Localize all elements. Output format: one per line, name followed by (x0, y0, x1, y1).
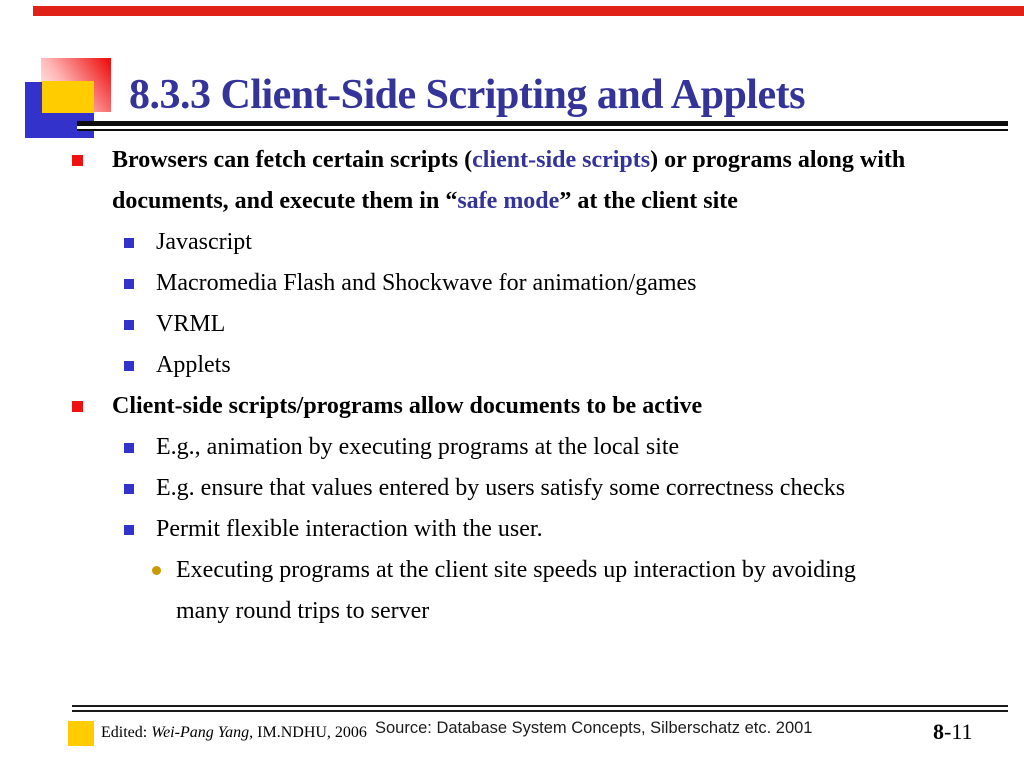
square-bullet-icon (124, 443, 134, 453)
top-red-bar (33, 6, 1024, 16)
bullet-text: E.g. ensure that values entered by users satisfy some correctness checks (156, 475, 846, 501)
square-bullet-icon (124, 238, 134, 248)
bullet-text: Applets (156, 352, 231, 378)
footer-edited-suffix: , IM.NDHU, 2006 (249, 724, 367, 741)
footer-yellow-square (68, 721, 94, 746)
page-number (933, 719, 973, 745)
bullet-list (0, 140, 1024, 632)
page-title: 8.3.3 Client-Side Scripting and Applets (129, 72, 805, 118)
bullet-text: Client-side scripts/programs allow documents to be active (112, 393, 703, 419)
footer-edited-author: Wei-Pang Yang (151, 724, 250, 741)
bullet-text: Macromedia Flash and Shockwave for animation/games (156, 270, 697, 296)
square-bullet-icon (72, 155, 83, 166)
square-bullet-icon (124, 484, 134, 494)
footer-edited-credit (101, 724, 367, 742)
bullet-item-level-2 (0, 222, 1024, 263)
page-number-chapter: 8 (933, 719, 944, 744)
bullet-text: Executing programs at the client site speeds up interaction by avoiding many round trips to server (176, 557, 856, 624)
bullet-text: Browsers can fetch certain scripts (client-side scripts) or programs along with documents, and execute them in “safe mode” at the client site (112, 147, 906, 214)
page-number-rest: -11 (944, 719, 973, 744)
square-bullet-icon (124, 279, 134, 289)
highlighted-text: safe mode (457, 188, 560, 214)
bullet-item-level-2 (0, 427, 1024, 468)
footer-source: Source: Database System Concepts, Silberschatz etc. 2001 (375, 719, 813, 737)
title-underline-rule (77, 121, 1008, 131)
bullet-item-level-1 (0, 140, 1024, 222)
bullet-item-level-2 (0, 263, 1024, 304)
bullet-text: Permit flexible interaction with the user. (156, 516, 543, 542)
bullet-item-level-1 (0, 386, 1024, 427)
highlighted-text: client-side scripts (472, 147, 651, 173)
square-bullet-icon (124, 320, 134, 330)
logo-yellow-square (42, 81, 94, 113)
bullet-text: VRML (156, 311, 226, 337)
bullet-text: Javascript (156, 229, 252, 255)
square-bullet-icon (72, 401, 83, 412)
square-bullet-icon (124, 361, 134, 371)
footer-rule (72, 705, 1008, 712)
bullet-text: E.g., animation by executing programs at the local site (156, 434, 680, 460)
footer-edited-prefix: Edited: (101, 724, 152, 741)
dot-bullet-icon (152, 566, 161, 575)
square-bullet-icon (124, 525, 134, 535)
bullet-item-level-2 (0, 304, 1024, 345)
bullet-item-level-2 (0, 509, 1024, 550)
bullet-item-level-2 (0, 345, 1024, 386)
bullet-item-level-3 (0, 550, 1024, 632)
bullet-item-level-2 (0, 468, 1024, 509)
